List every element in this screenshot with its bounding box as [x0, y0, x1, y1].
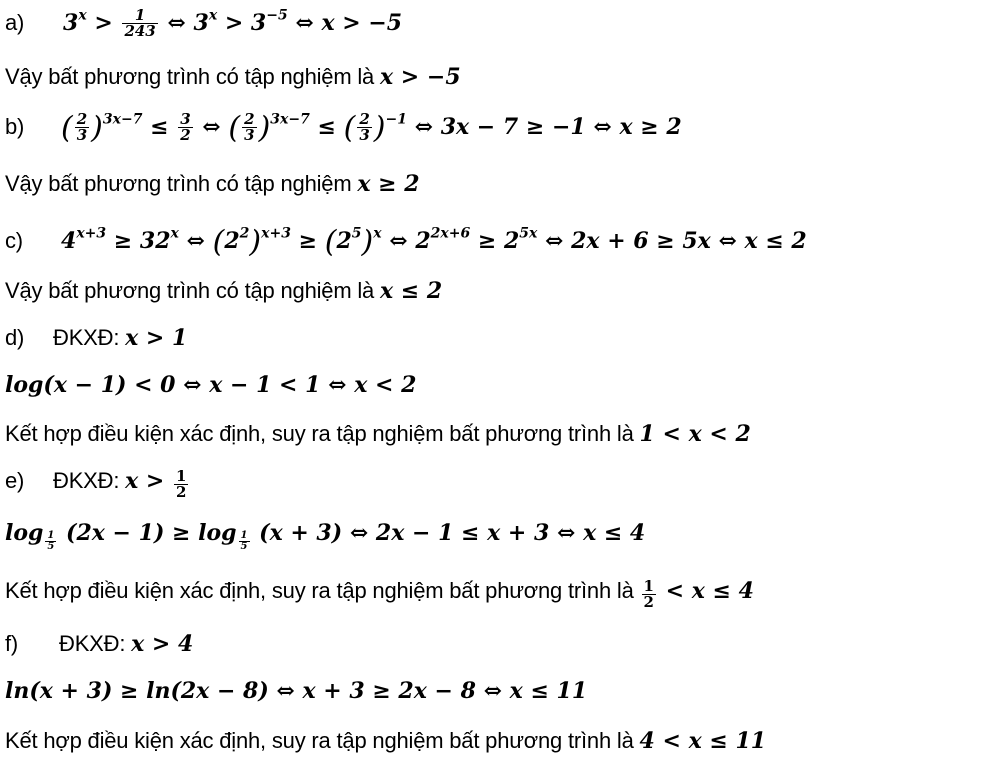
conclusion-math: 1 < x < 2 [639, 421, 751, 447]
part-e-label: e) [5, 468, 25, 493]
part-e-conclusion [5, 578, 754, 610]
part-d-conclusion [5, 421, 751, 447]
part-d-expression: log(x − 1) < 0 ⇔ x − 1 < 1 ⇔ x < 2 [5, 372, 417, 398]
condition-math: x > 4 [131, 631, 194, 657]
part-c-label: c) [5, 227, 23, 253]
conclusion-math: > −5 [393, 64, 461, 90]
part-d-condition [5, 325, 187, 351]
part-c-expression: $4^{x+3} \ge 32^x$ ⇔ $(2^2)^{x+3} \ge (2^5)^x$ ⇔ $2^{2x+6} \ge 2^{5x}$ ⇔ 2x + 6 ≥ 5x ⇔ x ≤ 2 [61, 224, 807, 259]
conclusion-text: Vậy bất phương trình có tập nghiệm [5, 171, 358, 196]
part-c-conclusion [5, 278, 442, 304]
condition-label: ĐKXĐ: [53, 325, 126, 350]
conclusion-math: < x ≤ 4 [657, 578, 754, 604]
condition-math: x > [125, 468, 173, 494]
part-b-expression: ( $\frac{2}{3}$ )$^{3x-7}$ ≤ $\frac{3}{2}$ ⇔ ( $\frac{2}{3}$ )$^{3x-7}$ ≤ ( $\frac{2}{3}$ )$^{-1}$ ⇔ 3x − 7 ≥ −1 ⇔ x ≥ 2 [61, 110, 682, 145]
part-f-conclusion [5, 728, 766, 754]
condition-label: ĐKXĐ: [53, 468, 126, 493]
condition-math: x > 1 [125, 325, 188, 351]
conclusion-text: Kết hợp điều kiện xác định, suy ra tập nghiệm bất phương trình là [5, 421, 640, 446]
conclusion-text: Kết hợp điều kiện xác định, suy ra tập nghiệm bất phương trình là [5, 728, 640, 753]
part-c-line [5, 224, 807, 259]
part-a-label: a) [5, 9, 25, 35]
part-d-label: d) [5, 325, 25, 350]
part-f-label: f) [5, 631, 19, 656]
conclusion-math: 4 < x ≤ 11 [639, 728, 767, 754]
part-e-condition [5, 468, 190, 500]
part-a-conclusion [5, 64, 461, 90]
fraction-1-243: $\frac{1}{243}$ [124, 6, 156, 40]
part-b-label: b) [5, 113, 25, 139]
part-f-expression: ln(x + 3) ≥ ln(2x − 8) ⇔ x + 3 ≥ 2x − 8 ⇔ x ≤ 11 [5, 678, 588, 704]
part-b-conclusion [5, 171, 420, 197]
conclusion-math: x ≤ 2 [380, 278, 443, 304]
part-a-line [5, 8, 402, 39]
conclusion-text: Vậy bất phương trình có tập nghiệm là [5, 278, 381, 303]
condition-label: ĐKXĐ: [59, 631, 132, 656]
fraction-1-2: $\frac{1}{2}$ [176, 466, 187, 501]
part-d-work [5, 372, 416, 398]
conclusion-text: Kết hợp điều kiện xác định, suy ra tập nghiệm bất phương trình là [5, 578, 640, 603]
part-f-condition [5, 631, 193, 657]
part-e-expression: log $_{\frac{1}{5}}$ (2x − 1) ≥ log $_{\frac{1}{5}}$ (x + 3) ⇔ 2x − 1 ≤ x + 3 ⇔ x ≤ 4 [5, 520, 646, 553]
part-a-expression: $3^x$ > $\frac{1}{243}$ ⇔ $3^x > 3^{-5}$ ⇔ x > −5 [63, 6, 403, 40]
part-b-line [5, 110, 682, 145]
conclusion-math: x ≥ 2 [357, 171, 420, 197]
fraction-1-2: $\frac{1}{2}$ [643, 576, 654, 611]
part-f-work [5, 678, 587, 704]
conclusion-text: Vậy bất phương trình có tập nghiệm là [5, 64, 381, 89]
part-e-work [5, 520, 645, 552]
conclusion-var: x [380, 64, 394, 90]
